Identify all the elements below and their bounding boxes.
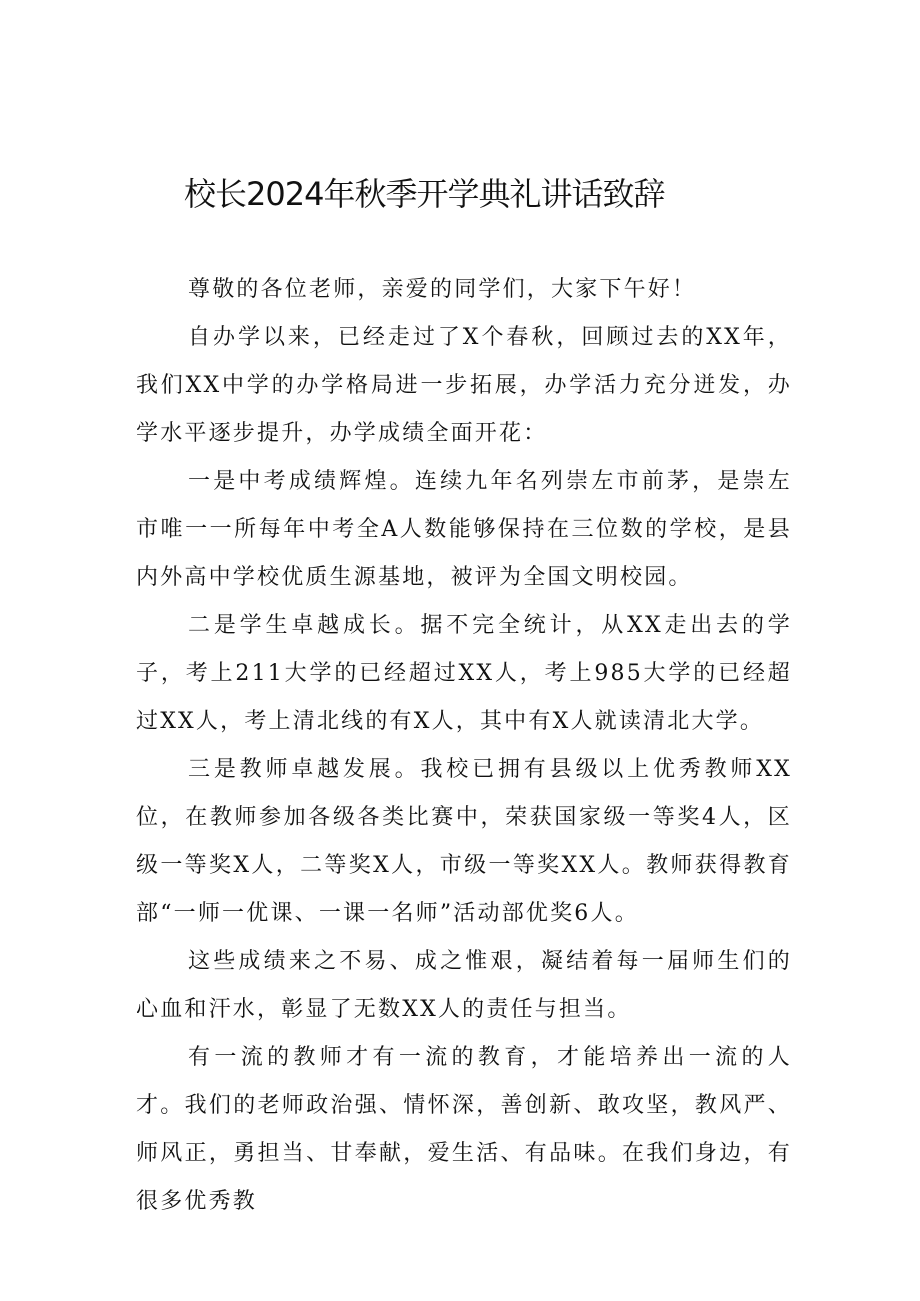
document-body — [136, 266, 792, 1226]
paragraph-achievements: 这些成绩来之不易、成之惟艰，凝结着每一届师生们的心血和汗水，彰显了无数XX人的责任与担当。 — [136, 949, 792, 1022]
paragraph-greeting: 尊敬的各位老师，亲爱的同学们，大家下午好！ — [188, 277, 697, 302]
paragraph-teachers: 有一流的教师才有一流的教育，才能培养出一流的人才。我们的老师政治强、情怀深，善创新、敢攻坚，教风严、师风正，勇担当、甘奉献，爱生活、有品味。在我们身边，有很多优秀教 — [136, 1045, 792, 1214]
paragraph-student-growth: 二是学生卓越成长。据不完全统计，从XX走出去的学子，考上211大学的已经超过XX人，考上985大学的已经超过XX人，考上清北线的有X人，其中有X人就读清北大学。 — [136, 613, 792, 734]
document-title: 校长2024年秋季开学典礼讲话致辞 — [184, 175, 665, 213]
paragraph-exam-results: 一是中考成绩辉煌。连续九年名列崇左市前茅，是崇左市唯一一所每年中考全A人数能够保持在三位数的学校，是县内外高中学校优质生源基地，被评为全国文明校园。 — [136, 469, 792, 590]
paragraph-intro: 自办学以来，已经走过了X个春秋，回顾过去的XX年，我们XX中学的办学格局进一步拓展，办学活力充分迸发，办学水平逐步提升，办学成绩全面开花： — [136, 325, 792, 446]
paragraph-teacher-development: 三是教师卓越发展。我校已拥有县级以上优秀教师XX位，在教师参加各级各类比赛中，荣获国家级一等奖4人，区级一等奖X人，二等奖X人，市级一等奖XX人。教师获得教育部“一师一优课、一课一名师”活动部优奖6人。 — [136, 757, 792, 926]
